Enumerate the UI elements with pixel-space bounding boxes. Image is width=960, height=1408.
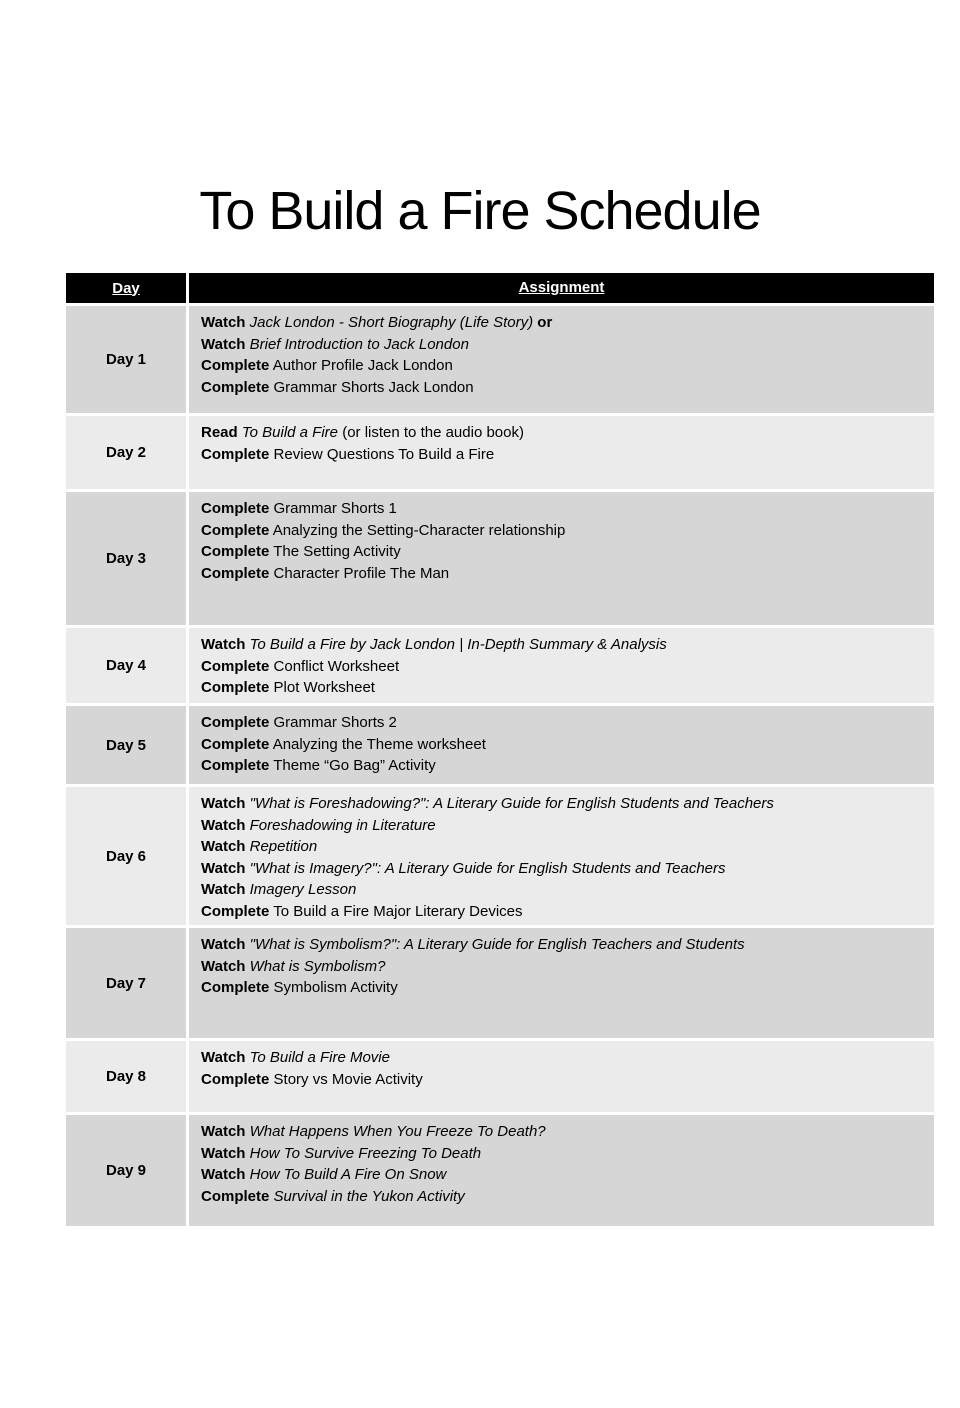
assignment-verb: Watch xyxy=(201,816,246,834)
assignment-line xyxy=(201,1186,934,1208)
assignment-verb: Complete xyxy=(201,979,270,996)
assignment-title: Survival in the Yukon Activity xyxy=(273,1187,465,1205)
header-assignment: Assignment xyxy=(186,273,934,303)
header-day: Day xyxy=(112,279,140,297)
assignment-conjunction: or xyxy=(537,314,553,331)
assignment-verb: Watch xyxy=(201,1123,246,1140)
assignment-cell xyxy=(186,628,934,703)
assignment-line xyxy=(201,1143,934,1165)
table-header xyxy=(66,273,934,306)
assignment-title: "What is Imagery?": A Literary Guide for English Students and Teachers xyxy=(249,859,726,877)
assignment-cell xyxy=(186,1115,934,1226)
assignment-line xyxy=(201,498,934,520)
table-row xyxy=(66,492,934,628)
day-label: Day 4 xyxy=(105,657,147,674)
assignment-line xyxy=(201,712,934,734)
day-label: Day 7 xyxy=(105,974,147,992)
assignment-verb: Watch xyxy=(201,881,246,898)
assignment-verb: Complete xyxy=(201,357,270,374)
assignment-cell xyxy=(186,306,934,413)
day-label: Day 3 xyxy=(105,550,147,567)
assignment-line xyxy=(201,312,934,334)
assignment-title: Brief Introduction to Jack London xyxy=(249,335,469,353)
assignment-line xyxy=(201,1164,934,1186)
assignment-line xyxy=(201,956,934,978)
assignment-title: Jack London - Short Biography (Life Story) xyxy=(249,314,534,331)
assignment-title: How To Build A Fire On Snow xyxy=(249,1166,447,1183)
assignment-title: Review Questions To Build a Fire xyxy=(273,445,495,463)
day-label: Day 5 xyxy=(105,736,147,754)
assignment-title: What is Symbolism? xyxy=(249,957,386,975)
assignment-note: (or listen to the audio book) xyxy=(342,424,524,441)
assignment-title: To Build a Fire Major Literary Devices xyxy=(273,902,523,920)
day-label: Day 1 xyxy=(105,351,147,368)
assignment-verb: Watch xyxy=(201,1049,246,1066)
page-title: To Build a Fire Schedule xyxy=(199,181,761,241)
assignment-title: Repetition xyxy=(249,838,318,855)
assignment-title: What Happens When You Freeze To Death? xyxy=(249,1123,546,1140)
day-label: Day 9 xyxy=(105,1162,147,1179)
assignment-verb: Complete xyxy=(201,500,270,517)
assignment-verb: Watch xyxy=(201,936,246,953)
assignment-title: Conflict Worksheet xyxy=(273,657,400,675)
assignment-line xyxy=(201,934,934,956)
schedule-table xyxy=(66,273,934,1229)
day-label: Day 2 xyxy=(105,444,147,461)
assignment-line xyxy=(201,793,934,815)
assignment-line xyxy=(201,520,934,542)
assignment-cell xyxy=(186,492,934,625)
assignment-verb: Complete xyxy=(201,735,270,753)
assignment-title: Character Profile The Man xyxy=(273,564,450,582)
assignment-title: Story vs Movie Activity xyxy=(273,1070,423,1088)
assignment-verb: Complete xyxy=(201,521,270,539)
assignment-verb: Watch xyxy=(201,795,246,812)
assignment-line xyxy=(201,977,934,999)
assignment-title: Analyzing the Setting-Character relationship xyxy=(272,521,566,539)
table-row xyxy=(66,1041,934,1115)
assignment-line xyxy=(201,677,934,699)
assignment-verb: Complete xyxy=(201,564,270,582)
assignment-verb: Complete xyxy=(201,657,270,675)
assignment-cell xyxy=(186,928,934,1038)
assignment-verb: Watch xyxy=(201,1166,246,1183)
table-row xyxy=(66,306,934,416)
assignment-line xyxy=(201,1047,934,1069)
assignment-line xyxy=(201,444,934,466)
assignment-verb: Watch xyxy=(201,838,246,855)
day-label: Day 6 xyxy=(105,847,147,865)
assignment-line xyxy=(201,355,934,377)
assignment-line xyxy=(201,563,934,585)
assignment-title: "What is Foreshadowing?": A Literary Guide for English Students and Teachers xyxy=(249,795,774,812)
assignment-title: Grammar Shorts Jack London xyxy=(273,378,474,396)
assignment-verb: Complete xyxy=(201,902,270,920)
assignment-verb: Watch xyxy=(201,636,246,653)
assignment-line xyxy=(201,656,934,678)
assignment-verb: Complete xyxy=(201,679,270,696)
assignment-title: Grammar Shorts 1 xyxy=(273,500,397,517)
assignment-verb: Complete xyxy=(201,543,270,560)
assignment-verb: Watch xyxy=(201,314,246,331)
assignment-line xyxy=(201,634,934,656)
day-label: Day 8 xyxy=(105,1068,147,1085)
assignment-verb: Complete xyxy=(201,378,270,396)
assignment-title: Author Profile Jack London xyxy=(272,357,453,374)
assignment-title: To Build a Fire by Jack London | In-Depth Summary & Analysis xyxy=(249,636,667,653)
assignment-title: To Build a Fire Movie xyxy=(249,1049,390,1066)
assignment-verb: Watch xyxy=(201,957,246,975)
assignment-title: The Setting Activity xyxy=(273,543,401,560)
table-row xyxy=(66,416,934,492)
assignment-line xyxy=(201,858,934,880)
assignment-title: To Build a Fire xyxy=(241,424,339,441)
assignment-line xyxy=(201,901,934,923)
assignment-title: Symbolism Activity xyxy=(273,979,398,996)
assignment-cell xyxy=(186,787,934,925)
assignment-cell xyxy=(186,706,934,784)
assignment-line xyxy=(201,879,934,901)
table-row xyxy=(66,1115,934,1229)
assignment-line xyxy=(201,541,934,563)
assignment-verb: Complete xyxy=(201,757,270,774)
assignment-line xyxy=(201,334,934,356)
assignment-verb: Complete xyxy=(201,445,270,463)
assignment-line xyxy=(201,734,934,756)
assignment-line xyxy=(201,422,934,444)
assignment-title: Analyzing the Theme worksheet xyxy=(272,735,486,753)
assignment-line xyxy=(201,1069,934,1091)
assignment-line xyxy=(201,815,934,837)
assignment-title: Theme “Go Bag” Activity xyxy=(273,757,436,774)
assignment-verb: Complete xyxy=(201,1070,270,1088)
table-row xyxy=(66,787,934,928)
assignment-verb: Complete xyxy=(201,1187,270,1205)
table-body xyxy=(66,306,934,1229)
table-row xyxy=(66,706,934,787)
assignment-verb: Watch xyxy=(201,335,246,353)
assignment-title: Foreshadowing in Literature xyxy=(249,816,436,834)
table-row xyxy=(66,628,934,706)
assignment-line xyxy=(201,755,934,777)
assignment-title: How To Survive Freezing To Death xyxy=(249,1144,482,1162)
assignment-cell xyxy=(186,1041,934,1112)
assignment-title: Grammar Shorts 2 xyxy=(273,714,397,731)
assignment-title: Imagery Lesson xyxy=(249,881,357,898)
assignment-title: Plot Worksheet xyxy=(273,679,375,696)
assignment-verb: Complete xyxy=(201,714,270,731)
assignment-cell xyxy=(186,416,934,489)
assignment-line xyxy=(201,377,934,399)
assignment-title: "What is Symbolism?": A Literary Guide for English Teachers and Students xyxy=(249,936,745,953)
assignment-verb: Watch xyxy=(201,859,246,877)
assignment-verb: Read xyxy=(201,424,238,441)
assignment-verb: Watch xyxy=(201,1144,246,1162)
table-row xyxy=(66,928,934,1041)
assignment-line xyxy=(201,836,934,858)
assignment-line xyxy=(201,1121,934,1143)
